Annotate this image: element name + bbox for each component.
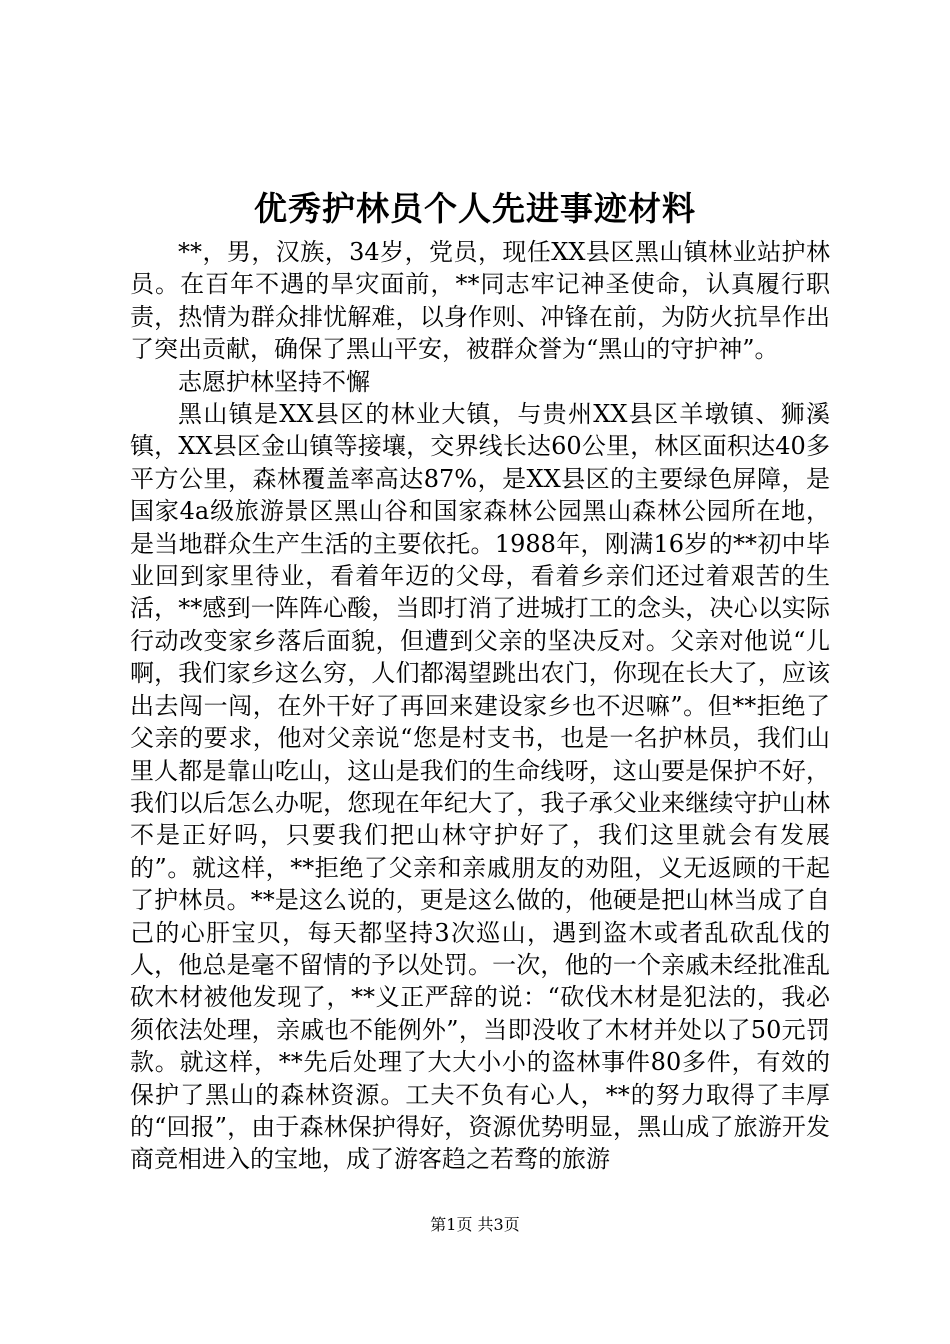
body-paragraph: 黑山镇是XX县区的林业大镇，与贵州XX县区羊墩镇、狮溪镇，XX县区金山镇等接壤，交界线长达60公里，林区面积达40多平方公里，森林覆盖率高达87%，是XX县区的主要绿色屏障，是国家4a级旅游景区黑山谷和国家森林公园黑山森林公园所在地，是当地群众生产生活的主要依托。1988年，刚满16岁的**初中毕业回到家里待业，看着年迈的父母，看着乡亲们还过着艰苦的生活，**感到一阵阵心酸，当即打消了进城打工的念头，决心以实际行动改变家乡落后面貌，但遭到父亲的坚决反对。父亲对他说“儿啊，我们家乡这么穷，人们都渴望跳出农门，你现在长大了，应该出去闯一闯，在外干好了再回来建设家乡也不迟嘛”。但**拒绝了父亲的要求，他对父亲说“您是村支书，也是一名护林员，我们山里人都是靠山吃山，这山是我们的生命线呀，这山要是保护不好，我们以后怎么办呢，您现在年纪大了，我子承父业来继续守护山林不是正好吗，只要我们把山林守护好了，我们这里就会有发展的”。就这样，**拒绝了父亲和亲戚朋友的劝阻，义无返顾的干起了护林员。**是这么说的，更是这么做的，他硬是把山林当成了自己的心肝宝贝，每天都坚持3次巡山，遇到盗木或者乱砍乱伐的人，他总是毫不留情的予以处罚。一次，他的一个亲戚未经批准乱砍木材被他发现了，**义正严辞的说：“砍伐木材是犯法的，我必须依法处理，亲戚也不能例外”，当即没收了木材并处以了50元罚款。就这样，**先后处理了大大小小的盗林事件80多件，有效的保护了黑山的森林资源。工夫不负有心人，**的努力取得了丰厚的“回报”，由于森林保护得好，资源优势明显，黑山成了旅游开发商竞相进入的宝地，成了游客趋之若骛的旅游	[130, 400, 830, 1174]
page-number-footer: 第1页 共3页	[430, 1215, 520, 1234]
document-body	[130, 236, 830, 1176]
intro-paragraph: **，男，汉族，34岁，党员，现任XX县区黑山镇林业站护林员。在百年不遇的旱灾面前，**同志牢记神圣使命，认真履行职责，热情为群众排忧解难，以身作则、冲锋在前，为防火抗旱作出了突出贡献，确保了黑山平安，被群众誉为“黑山的守护神”。	[130, 238, 830, 364]
section-heading: 志愿护林坚持不懈	[178, 367, 370, 396]
document-title: 优秀护林员个人先进事迹材料	[254, 189, 696, 228]
